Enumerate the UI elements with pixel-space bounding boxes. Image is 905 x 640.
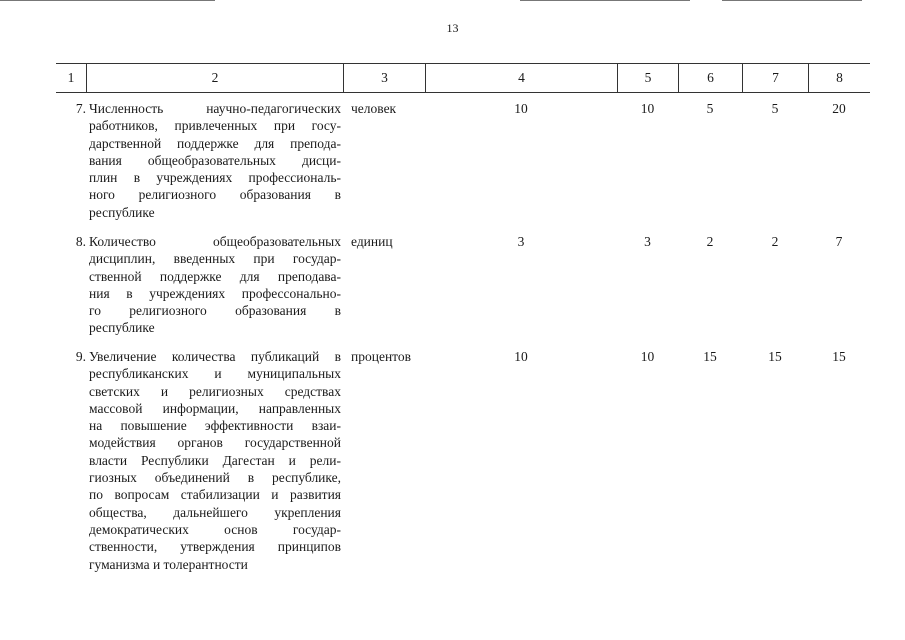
row-description xyxy=(89,233,341,337)
description-line: Увеличение количества публикаций в xyxy=(89,349,341,364)
value-col-5: 10 xyxy=(640,349,655,364)
description-line: вания общеобразовательных дисци- xyxy=(89,152,341,168)
value-col-7: 2 xyxy=(771,234,779,249)
row-unit: человек xyxy=(351,101,397,116)
description-line: массовой информации, направленных xyxy=(89,400,341,416)
value-col-6: 2 xyxy=(706,234,714,249)
row-unit: процентов xyxy=(351,349,412,364)
scan-edge-line xyxy=(722,0,862,1)
header-col-2: 2 xyxy=(86,64,343,92)
description-line: республике xyxy=(89,204,155,220)
value-col-8: 7 xyxy=(835,234,843,249)
value-col-8: 15 xyxy=(832,349,846,364)
header-col-7: 7 xyxy=(742,64,808,92)
description-line: модействия органов государственной xyxy=(89,435,341,451)
description-line: дарственной поддержке для препода- xyxy=(89,135,341,151)
header-col-5: 5 xyxy=(617,64,678,92)
scan-edge-line xyxy=(0,0,215,1)
description-line: республиканских и муниципальных xyxy=(89,366,341,382)
header-col-4: 4 xyxy=(425,64,617,92)
value-col-8: 20 xyxy=(832,101,846,116)
description-line: ния в учреждениях профессонально- xyxy=(89,285,341,301)
description-line: ного религиозного образования в xyxy=(89,187,341,203)
row-unit: единиц xyxy=(351,234,393,249)
value-col-5: 3 xyxy=(644,234,651,249)
row-number: 9. xyxy=(75,349,86,364)
header-col-3: 3 xyxy=(343,64,425,92)
description-line: светских и религиозных средствах xyxy=(89,383,341,399)
page-number: 13 xyxy=(446,21,459,35)
row-description xyxy=(89,100,341,221)
value-col-4: 10 xyxy=(514,349,528,364)
description-line: власти Республики Дагестан и рели- xyxy=(89,452,341,468)
table-header-row xyxy=(56,63,870,93)
description-line: гиозных объединений в республике, xyxy=(89,470,341,486)
description-line: го религиозного образования в xyxy=(89,303,341,319)
value-col-4: 10 xyxy=(514,101,528,116)
description-line: ственной поддержке для преподава- xyxy=(89,268,341,284)
row-number: 7. xyxy=(75,101,86,116)
description-line: работников, привлеченных при госу- xyxy=(89,118,341,134)
description-line: ственности, утверждения принципов xyxy=(89,539,341,555)
description-line: Количество общеобразовательных xyxy=(89,234,341,249)
value-col-7: 5 xyxy=(771,101,779,116)
description-line: демократических основ государ- xyxy=(89,521,341,537)
description-line: гуманизма и толерантности xyxy=(89,556,248,572)
description-line: плин в учреждениях профессиональ- xyxy=(89,170,341,186)
value-col-6: 15 xyxy=(703,349,717,364)
value-col-7: 15 xyxy=(768,349,782,364)
header-col-6: 6 xyxy=(678,64,742,92)
value-col-4: 3 xyxy=(517,234,525,249)
header-col-8: 8 xyxy=(808,64,870,92)
description-line: дисциплин, введенных при государ- xyxy=(89,251,341,267)
description-line: по вопросам стабилизации и развития xyxy=(89,487,341,503)
description-line: республике xyxy=(89,320,155,336)
description-line: на повышение эффективности взаи- xyxy=(89,418,341,434)
header-col-1: 1 xyxy=(67,70,75,85)
description-line: общества, дальнейшего укрепления xyxy=(89,504,341,520)
description-line: Численность научно-педагогических xyxy=(89,101,341,116)
row-number: 8. xyxy=(75,234,86,249)
row-description xyxy=(89,348,341,573)
scan-edge-line xyxy=(520,0,690,1)
value-col-6: 5 xyxy=(706,101,714,116)
value-col-5: 10 xyxy=(640,101,655,116)
